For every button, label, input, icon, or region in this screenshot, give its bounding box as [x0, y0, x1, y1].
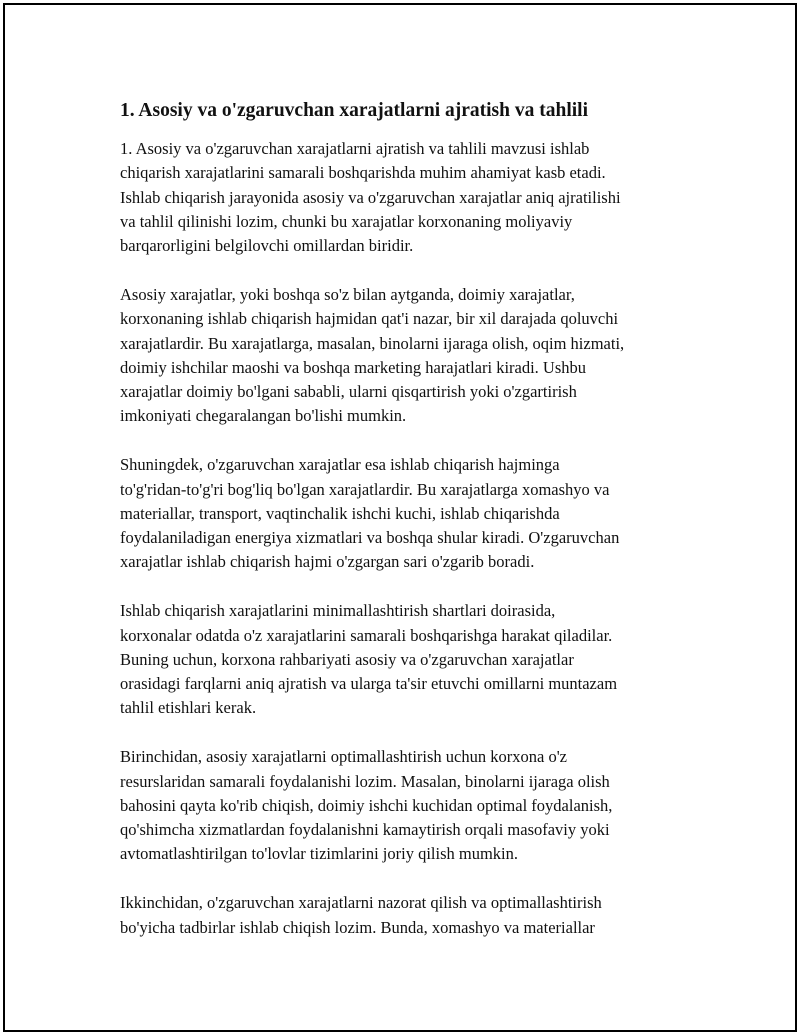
paragraph-line: Ishlab chiqarish xarajatlarini minimallashtirish shartlari doirasida, — [120, 601, 556, 621]
paragraph-line: Asosiy xarajatlar, yoki boshqa so'z bilan aytganda, doimiy xarajatlar, — [120, 284, 575, 304]
paragraph-line: barqarorligini belgilovchi omillardan biridir. — [120, 236, 414, 256]
paragraph-1 — [120, 137, 695, 258]
paragraph-line: doimiy ishchilar maoshi va boshqa marketing harajatlari kiradi. Ushbu — [120, 357, 587, 377]
paragraph-line: bahosini qayta ko'rib chiqish, doimiy ishchi kuchidan optimal foydalanish, — [120, 795, 613, 815]
paragraph-line: 1. Asosiy va o'zgaruvchan xarajatlarni ajratish va tahlili mavzusi ishlab — [120, 139, 590, 158]
document-title: 1. Asosiy va o'zgaruvchan xarajatlarni ajratish va tahlili — [120, 100, 588, 121]
paragraph-line: Birinchidan, asosiy xarajatlarni optimallashtirish uchun korxona o'z — [120, 747, 567, 767]
paragraph-line: tahlil etishlari kerak. — [120, 698, 257, 718]
paragraph-line: Ikkinchidan, o'zgaruvchan xarajatlarni nazorat qilish va optimallashtirish — [120, 893, 602, 913]
paragraph-line: Ishlab chiqarish jarayonida asosiy va o'zgaruvchan xarajatlar aniq ajratilishi — [120, 187, 621, 207]
paragraph-line: xarajatlardir. Bu xarajatlarga, masalan, binolarni ijaraga olish, oqim hizmati, — [120, 333, 625, 353]
paragraph-line: materiallar, transport, vaqtinchalik ishchi kuchi, ishlab chiqarishda — [120, 503, 560, 523]
paragraph-3 — [120, 453, 695, 574]
paragraph-line: Buning uchun, korxona rahbariyati asosiy va o'zgaruvchan xarajatlar — [120, 649, 574, 669]
paragraph-line: chiqarish xarajatlarini samarali boshqarishda muhim ahamiyat kasb etadi. — [120, 163, 606, 183]
paragraph-5 — [120, 745, 695, 866]
paragraph-line: orasidagi farqlarni aniq ajratish va ularga ta'sir etuvchi omillarni muntazam — [120, 674, 618, 694]
paragraph-2 — [120, 283, 695, 429]
paragraph-line: xarajatlar ishlab chiqarish hajmi o'zgargan sari o'zgarib boradi. — [120, 552, 535, 572]
paragraph-line: avtomatlashtirilgan to'lovlar tizimlarini joriy qilish mumkin. — [120, 844, 518, 864]
paragraph-line: qo'shimcha xizmatlardan foydalanishni kamaytirish orqali masofaviy yoki — [120, 820, 610, 840]
document-page — [3, 3, 797, 1032]
paragraph-line: foydalaniladigan energiya xizmatlari va boshqa shular kiradi. O'zgaruvchan — [120, 528, 620, 548]
paragraph-6 — [120, 891, 695, 940]
paragraph-line: korxonalar odatda o'z xarajatlarini samarali boshqarishga harakat qiladilar. — [120, 625, 613, 645]
paragraph-4 — [120, 599, 695, 720]
document-body — [120, 97, 695, 964]
paragraph-line: va tahlil qilinishi lozim, chunki bu xarajatlar korxonaning moliyaviy — [120, 211, 573, 231]
paragraph-line: korxonaning ishlab chiqarish hajmidan qat'i nazar, bir xil darajada qoluvchi — [120, 309, 619, 329]
paragraph-line: to'g'ridan-to'g'ri bog'liq bo'lgan xarajatlardir. Bu xarajatlarga xomashyo va — [120, 479, 610, 499]
paragraph-line: imkoniyati chegaralangan bo'lishi mumkin. — [120, 406, 407, 426]
paragraph-line: xarajatlar doimiy bo'lgani sababli, ularni qisqartirish yoki o'zgartirish — [120, 382, 577, 402]
paragraph-line: resurslaridan samarali foydalanishi lozim. Masalan, binolarni ijaraga olish — [120, 771, 610, 791]
paragraph-line: Shuningdek, o'zgaruvchan xarajatlar esa ishlab chiqarish hajminga — [120, 455, 560, 475]
paragraph-line: bo'yicha tadbirlar ishlab chiqish lozim. Bunda, xomashyo va materiallar — [120, 917, 595, 937]
